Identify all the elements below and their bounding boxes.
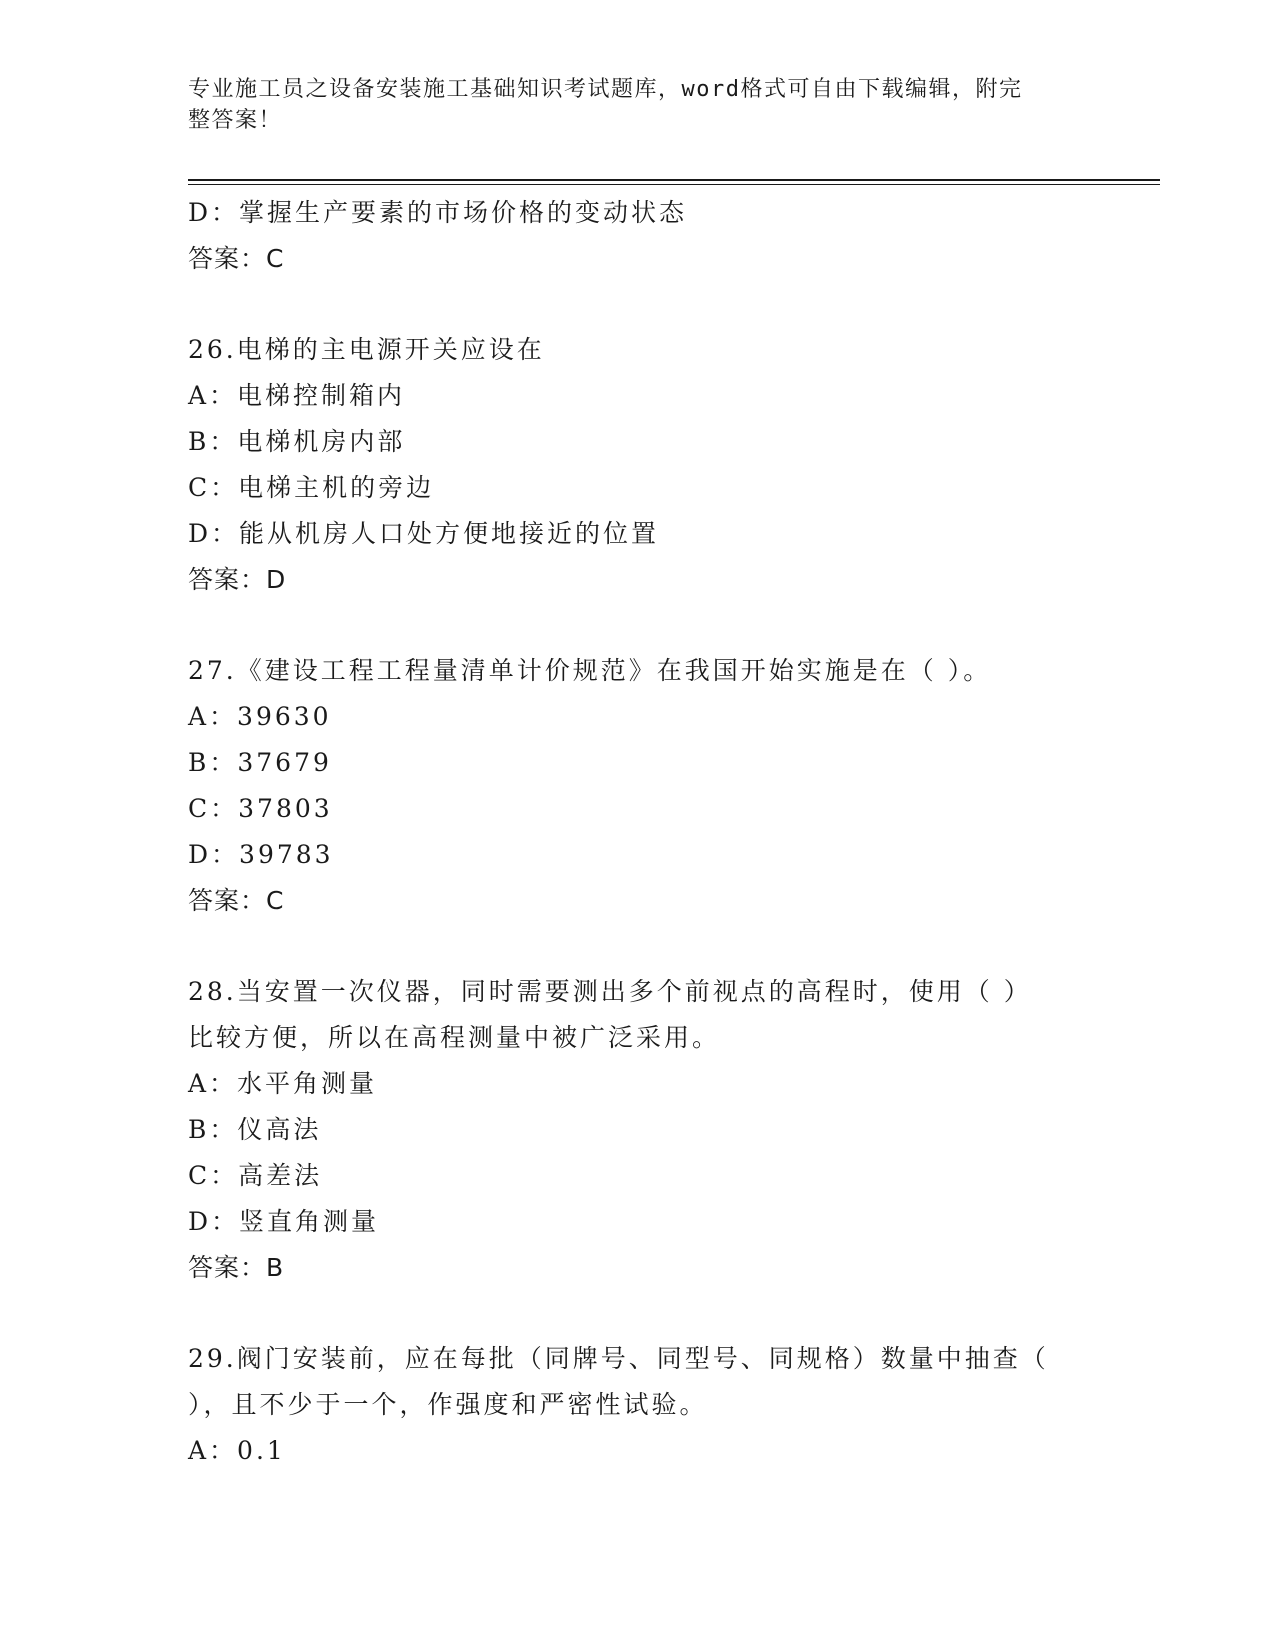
- prev-option-d: D：掌握生产要素的市场价格的变动状态: [188, 198, 688, 227]
- question-29: [188, 1336, 1088, 1474]
- question-text: 27.《建设工程工程量清单计价规范》在我国开始实施是在（ ）。: [188, 656, 992, 685]
- question-text-continued: 比较方便，所以在高程测量中被广泛采用。: [188, 1023, 721, 1052]
- question-28: [188, 969, 1088, 1291]
- option-a: A：水平角测量: [188, 1069, 378, 1098]
- option-a: A：39630: [188, 702, 332, 731]
- option-d: D：能从机房人口处方便地接近的位置: [188, 519, 660, 548]
- answer: 答案：D: [188, 565, 287, 594]
- answer: 答案：C: [188, 886, 285, 915]
- spacer: [188, 1291, 1088, 1336]
- option-c: C：高差法: [188, 1161, 323, 1190]
- header-divider-thick: [188, 179, 1160, 181]
- question-text-continued: ），且不少于一个，作强度和严密性试验。: [188, 1390, 708, 1419]
- prev-answer: 答案：C: [188, 244, 285, 273]
- option-c: C：电梯主机的旁边: [188, 473, 435, 502]
- spacer: [188, 924, 1088, 969]
- question-text: 28.当安置一次仪器，同时需要测出多个前视点的高程时，使用（ ）: [188, 977, 1032, 1006]
- option-b: B：37679: [188, 748, 332, 777]
- option-d: D：39783: [188, 840, 334, 869]
- question-26: [188, 327, 1088, 603]
- option-a: A：电梯控制箱内: [188, 381, 406, 410]
- option-b: B：仪高法: [188, 1115, 322, 1144]
- document-header: [188, 74, 1068, 136]
- answer: 答案：B: [188, 1253, 285, 1282]
- question-27: [188, 648, 1088, 924]
- spacer: [188, 603, 1088, 648]
- document-body: [188, 190, 1088, 1474]
- question-text: 29.阀门安装前，应在每批（同牌号、同型号、同规格）数量中抽查（: [188, 1344, 1049, 1373]
- header-divider-thin: [188, 184, 1160, 185]
- option-a: A：0.1: [188, 1436, 286, 1465]
- option-d: D：竖直角测量: [188, 1207, 380, 1236]
- header-line-2: 整答案！: [188, 108, 283, 133]
- question-text: 26.电梯的主电源开关应设在: [188, 335, 545, 364]
- option-b: B：电梯机房内部: [188, 427, 406, 456]
- option-c: C：37803: [188, 794, 333, 823]
- header-line-1: 专业施工员之设备安装施工基础知识考试题库，word格式可自由下载编辑，附完: [188, 77, 1023, 102]
- spacer: [188, 282, 1088, 327]
